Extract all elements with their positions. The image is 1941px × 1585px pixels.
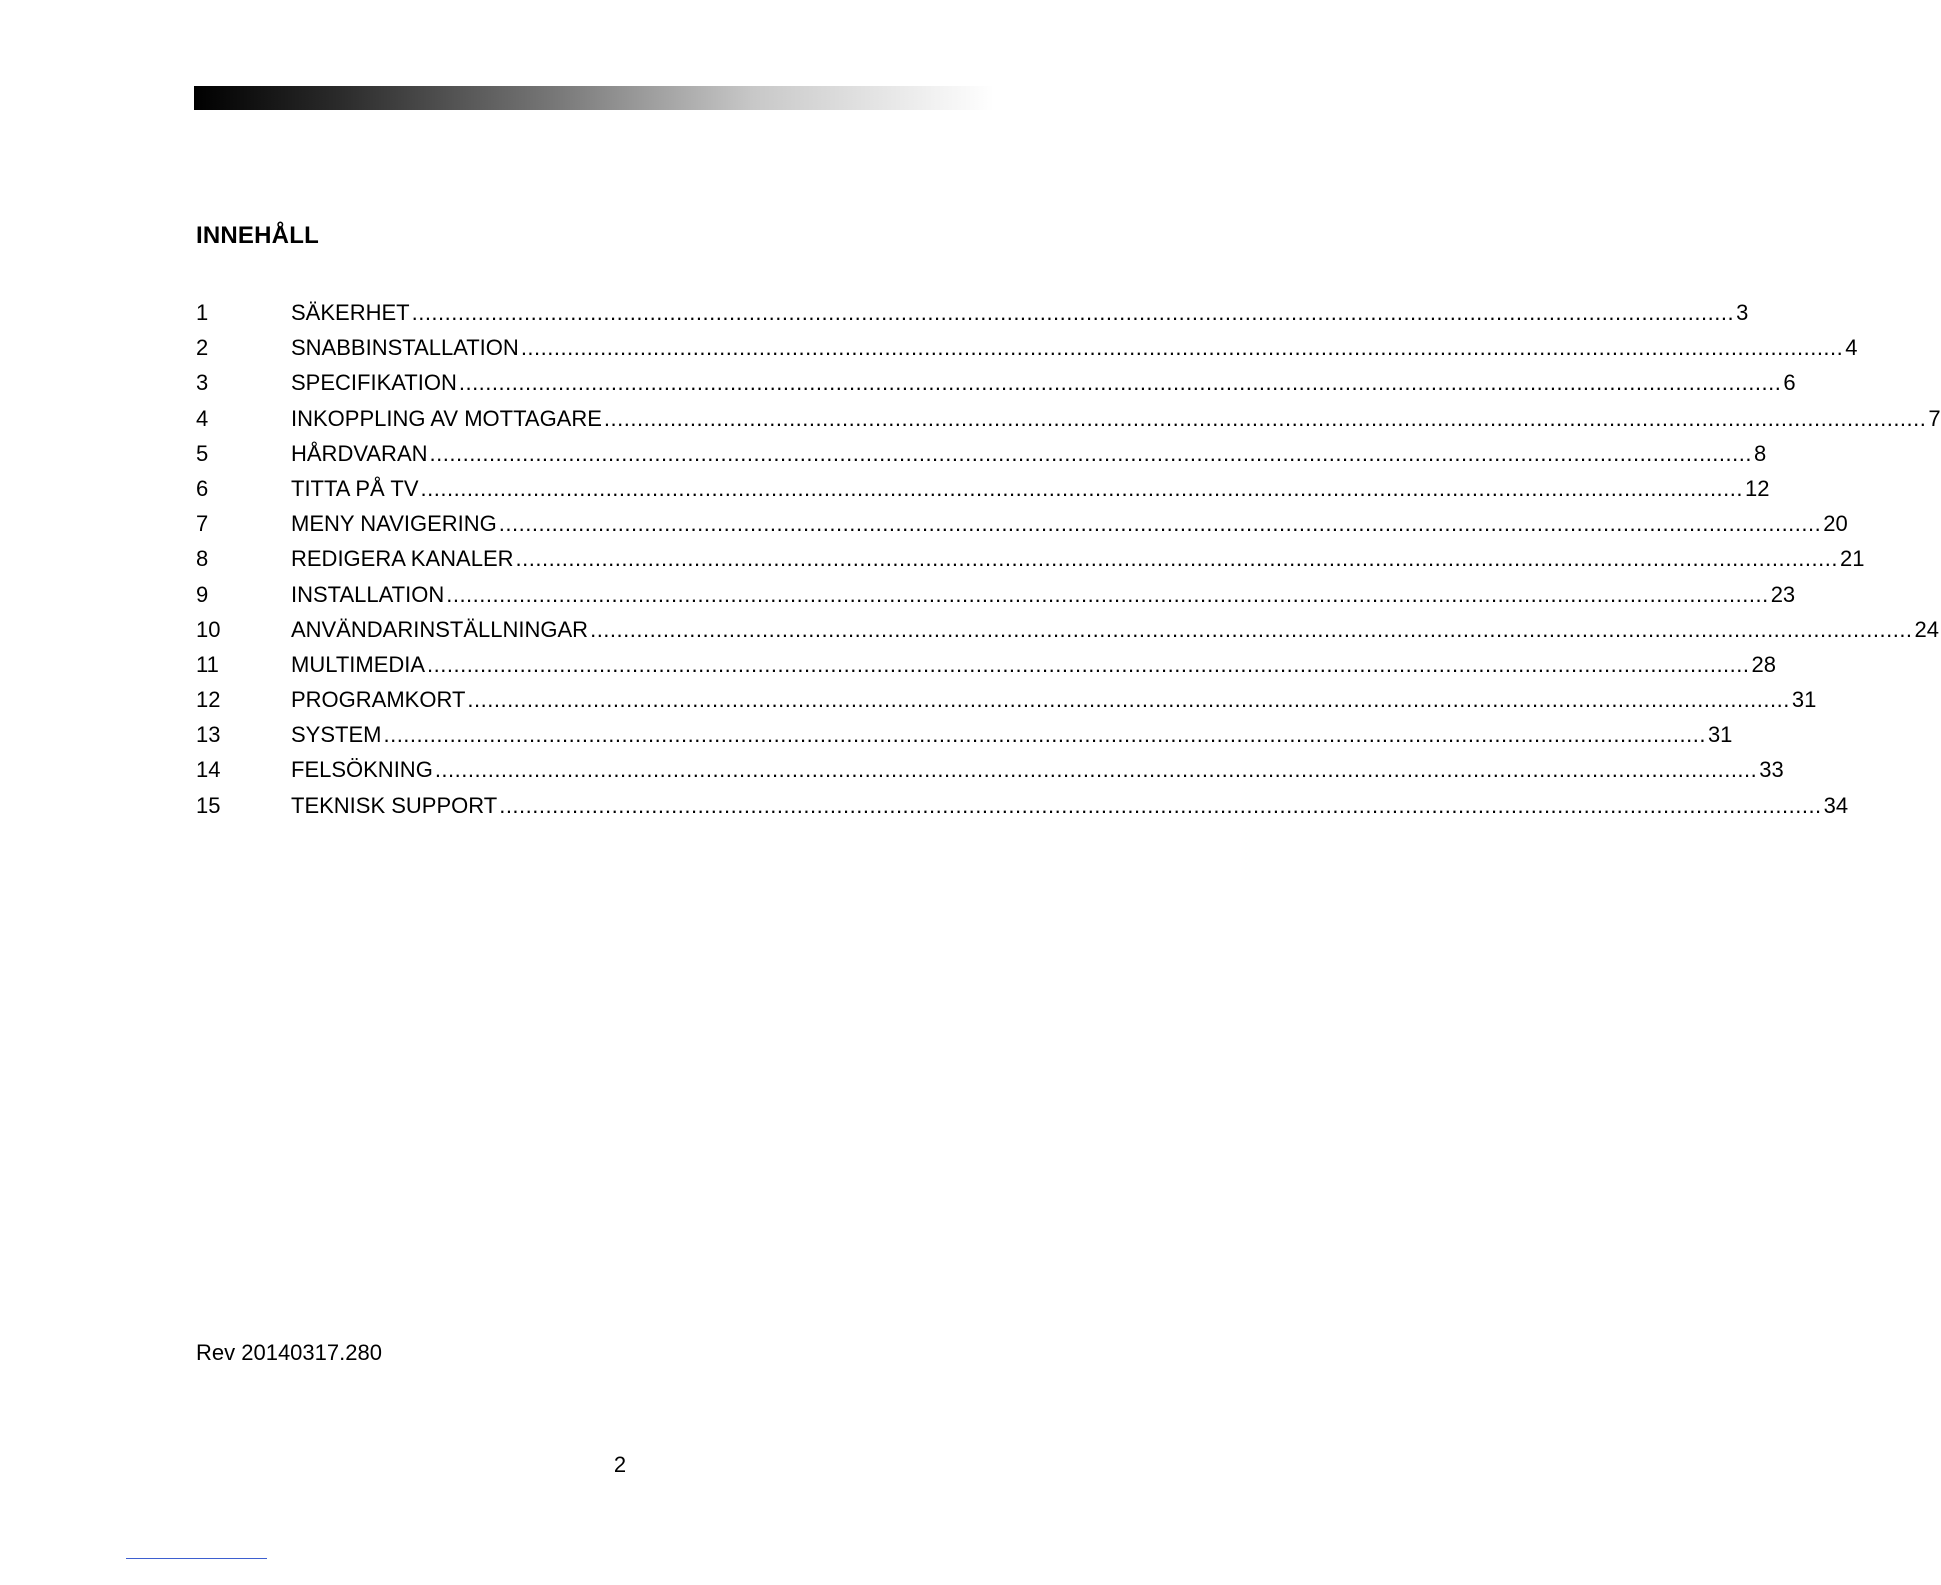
toc-entry-page: 31 [1707, 722, 1733, 748]
toc-entry[interactable] [196, 647, 1776, 682]
toc-entry-number: 5 [196, 440, 209, 466]
toc-entry-number: 10 [196, 616, 221, 642]
toc-dot-leader: ........................................................................................................................................................................................................ [427, 651, 1750, 677]
toc-entry-title: ANVÄNDARINSTÄLLNINGAR [291, 616, 589, 642]
toc-entry-page: 34 [1823, 792, 1849, 818]
toc-entry-title: REDIGERA KANALER [291, 546, 514, 572]
toc-entry-title: PROGRAMKORT [291, 687, 466, 713]
toc-entry-number: 13 [196, 722, 221, 748]
toc-entry-page: 31 [1791, 687, 1817, 713]
toc-dot-leader: ........................................................................................................................................................................................................ [603, 405, 1927, 431]
toc-entry-title: MULTIMEDIA [291, 651, 426, 677]
toc-entry-number: 7 [196, 511, 209, 537]
toc-entry[interactable] [196, 541, 1865, 576]
toc-entry[interactable] [196, 471, 1770, 506]
toc-entry[interactable] [196, 436, 1767, 471]
toc-dot-leader: ........................................................................................................................................................................................................ [458, 370, 1782, 396]
toc-dot-leader: ........................................................................................................................................................................................................ [411, 300, 1735, 325]
toc-dot-leader: ........................................................................................................................................................................................................ [383, 722, 1706, 748]
toc-entry[interactable] [196, 506, 1848, 541]
toc-dot-leader: ........................................................................................................................................................................................................ [499, 792, 1822, 818]
toc-entry-number: 8 [196, 546, 209, 572]
toc-entry[interactable] [196, 401, 1941, 436]
footer-link-line [126, 1558, 267, 1559]
toc-entry[interactable] [196, 682, 1817, 717]
toc-entry-title: HÅRDVARAN [291, 440, 428, 466]
toc-dot-leader: ........................................................................................................................................................................................................ [515, 546, 1838, 572]
toc-dot-leader: ........................................................................................................................................................................................................ [429, 440, 1752, 466]
toc-entry[interactable] [196, 612, 1940, 647]
toc-entry[interactable] [196, 365, 1796, 400]
toc-entry-title: SYSTEM [291, 722, 382, 748]
toc-dot-leader: ........................................................................................................................................................................................................ [590, 616, 1913, 642]
toc-entry-number: 15 [196, 792, 221, 818]
toc-entry-number: 9 [196, 581, 209, 607]
toc-dot-leader: ........................................................................................................................................................................................................ [520, 335, 1844, 361]
toc-entry-number: 4 [196, 405, 209, 431]
toc-entry[interactable] [196, 752, 1784, 787]
toc-entry-title: SPECIFIKATION [291, 370, 457, 396]
toc-entry[interactable] [196, 330, 1858, 365]
toc-entry-page: 23 [1770, 581, 1796, 607]
page-number: 2 [613, 1452, 627, 1477]
toc-entry-page: 20 [1823, 511, 1848, 537]
toc-entry-number: 1 [196, 300, 209, 325]
toc-entry-number: 3 [196, 370, 209, 396]
revision-label: Rev 20140317.280 [196, 1340, 382, 1365]
toc-entry-page: 7 [1928, 405, 1941, 431]
table-of-contents [196, 295, 1941, 823]
toc-entry-title: SNABBINSTALLATION [291, 335, 519, 361]
toc-entry-page: 3 [1736, 300, 1749, 325]
toc-entry-page: 8 [1753, 440, 1767, 466]
toc-entry-page: 12 [1745, 475, 1770, 501]
header-gradient-bar [194, 86, 994, 110]
toc-entry-title: MENY NAVIGERING [291, 511, 497, 537]
toc-entry-number: 6 [196, 475, 209, 501]
toc-dot-leader: ........................................................................................................................................................................................................ [446, 581, 1769, 607]
toc-entry-page: 33 [1759, 757, 1784, 783]
toc-entry-page: 6 [1783, 370, 1796, 396]
toc-entry-title: TITTA PÅ TV [291, 475, 419, 501]
toc-entry-number: 11 [196, 651, 219, 677]
toc-entry[interactable] [196, 577, 1796, 612]
toc-entry-page: 4 [1845, 335, 1858, 361]
toc-dot-leader: ........................................................................................................................................................................................................ [434, 757, 1758, 783]
toc-entry-title: INSTALLATION [291, 581, 445, 607]
toc-entry-page: 28 [1751, 651, 1776, 677]
toc-entry[interactable] [196, 788, 1849, 823]
toc-entry-page: 24 [1914, 616, 1940, 642]
toc-dot-leader: ........................................................................................................................................................................................................ [420, 475, 1744, 501]
toc-entry-number: 12 [196, 687, 221, 713]
toc-entry-number: 2 [196, 335, 209, 361]
toc-entry[interactable] [196, 717, 1733, 752]
toc-dot-leader: ........................................................................................................................................................................................................ [467, 687, 1790, 713]
toc-entry-title: SÄKERHET [291, 300, 410, 325]
toc-entry-title: INKOPPLING AV MOTTAGARE [291, 405, 602, 431]
page-title: INNEHÅLL [196, 222, 319, 249]
toc-entry-page: 21 [1839, 546, 1865, 572]
toc-dot-leader: ........................................................................................................................................................................................................ [498, 511, 1822, 537]
toc-entry-title: FELSÖKNING [291, 757, 433, 783]
toc-entry[interactable] [196, 295, 1749, 330]
toc-entry-number: 14 [196, 757, 221, 783]
toc-entry-title: TEKNISK SUPPORT [291, 792, 498, 818]
